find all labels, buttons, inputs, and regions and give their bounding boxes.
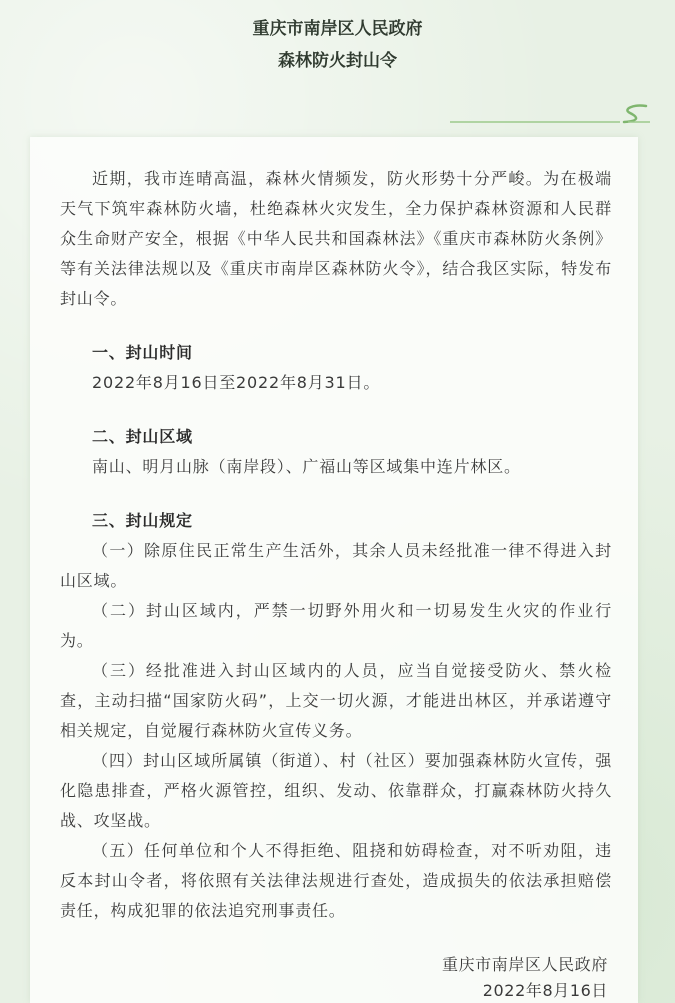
rule-item-3: （三）经批准进入封山区域内的人员，应当自觉接受防火、禁火检查，主动扫描“国家防火码”，上交一切火源，才能进出林区，并承诺遵守相关规定，自觉履行森林防火宣传义务。 (60, 661, 612, 740)
signature-date: 2022年8月16日 (482, 981, 608, 1000)
decorative-leaf-line (450, 100, 655, 128)
rule-item-2: （二）封山区域内，严禁一切野外用火和一切易发生火灾的作业行为。 (60, 601, 612, 650)
rule-item-1: （一）除原住民正常生产生活外，其余人员未经批准一律不得进入封山区域。 (60, 541, 612, 590)
issuing-authority: 重庆市南岸区人民政府 (252, 19, 423, 39)
document-body (60, 164, 612, 926)
section-title-rules: 三、封山规定 (92, 511, 193, 530)
rule-item-5: （五）任何单位和个人不得拒绝、阻挠和妨碍检查，对不听劝阻，违反本封山令者，将依照有关法律法规进行查处，造成损失的依法承担赔偿责任，构成犯罪的依法追究刑事责任。 (60, 841, 612, 920)
section-body-area: 南山、明月山脉（南岸段）、广福山等区域集中连片林区。 (92, 457, 521, 476)
section-title-time: 一、封山时间 (92, 343, 193, 362)
signature-org: 重庆市南岸区人民政府 (441, 955, 608, 974)
section-body-time: 2022年8月16日至2022年8月31日。 (92, 373, 381, 392)
intro-paragraph: 近期，我市连晴高温，森林火情频发，防火形势十分严峻。为在极端天气下筑牢森林防火墙，杜绝森林火灾发生，全力保护森林资源和人民群众生命财产安全，根据《中华人民共和国森林法》《重庆市森林防火条例》等有关法律法规以及《重庆市南岸区森林防火令》，结合我区实际，特发布封山令。 (60, 169, 612, 308)
document-title: 森林防火封山令 (278, 51, 397, 71)
rule-item-4: （四）封山区域所属镇（街道）、村（社区）要加强森林防火宣传，强化隐患排查，严格火源管控，组织、发动、依靠群众，打赢森林防火持久战、攻坚战。 (60, 751, 612, 830)
section-title-area: 二、封山区域 (92, 427, 193, 446)
